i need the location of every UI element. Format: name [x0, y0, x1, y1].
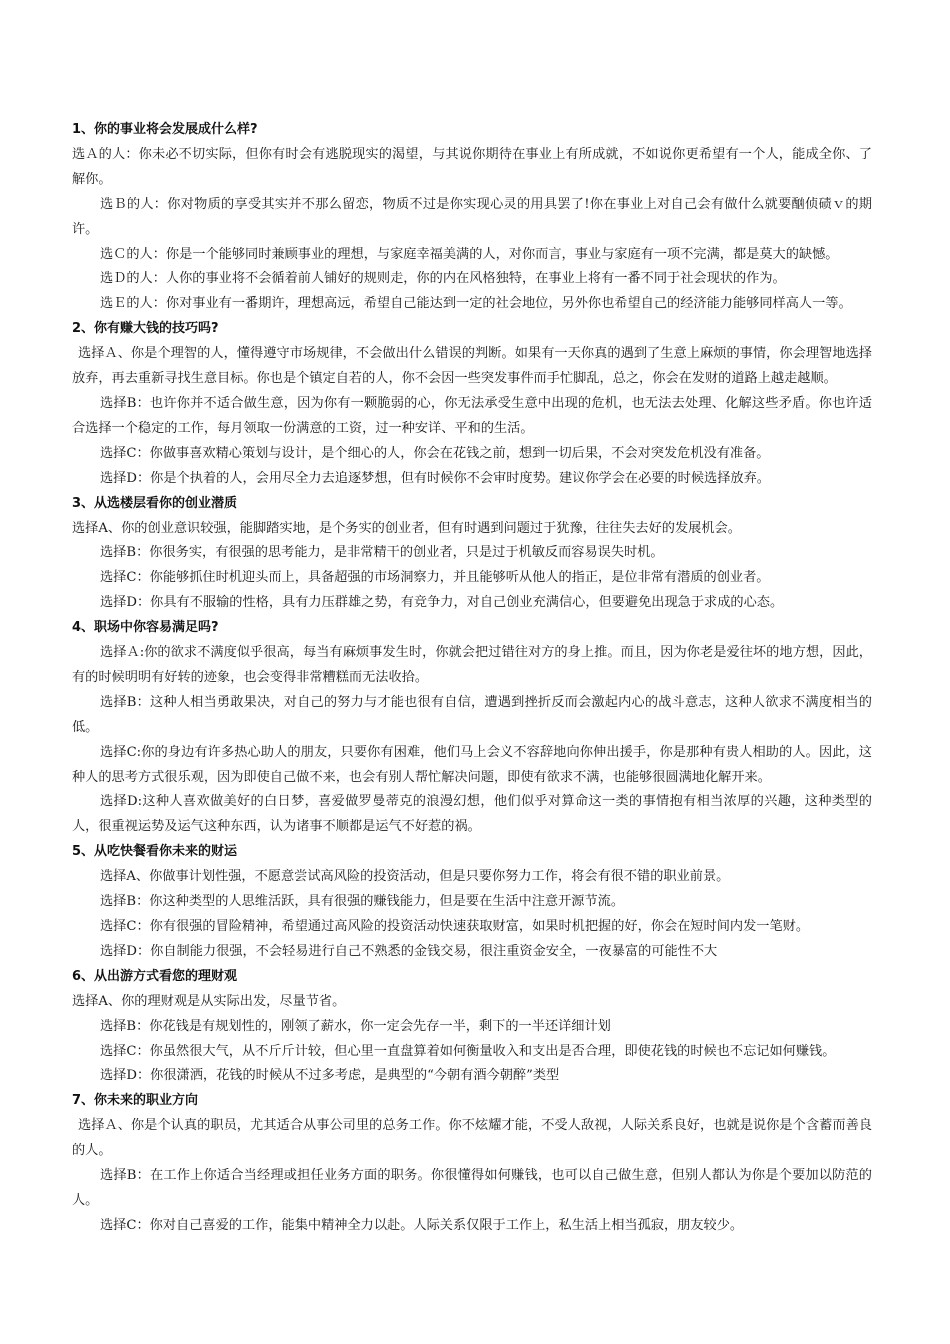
- answer-paragraph: 选Ａ的人：你未必不切实际，但你有时会有逃脱现实的渴望，与其说你期待在事业上有所成就，不如说你更希望有一个人，能成全你、了解你。: [72, 146, 872, 187]
- answer-paragraph: 选Ｄ的人：人你的事业将不会循着前人铺好的规则走，你的内在风格独特，在事业上将有一番不同于社会现状的作为。: [100, 271, 786, 287]
- answer-paragraph: 选择B：你花钱是有规划性的，刚领了薪水，你一定会先存一半，剩下的一半还详细计划: [100, 1018, 611, 1034]
- answer-paragraph: 选择C：你虽然很大气，从不斤斤计较，但心里一直盘算着如何衡量收入和支出是否合理，即使花钱的时候也不忘记如何赚钱。: [100, 1043, 836, 1059]
- section-heading: 7、你未来的职业方向: [72, 1093, 199, 1109]
- answer-paragraph: 选择D：你自制能力很强，不会轻易进行自己不熟悉的金钱交易，很注重资金安全，一夜暴富的可能性不大: [100, 943, 718, 959]
- answer-paragraph: 选择B：在工作上你适合当经理或担任业务方面的职务。你很懂得如何赚钱，也可以自己做生意，但别人都认为你是个要加以防范的人。: [72, 1168, 872, 1208]
- document-body: [72, 118, 872, 1239]
- answer-paragraph: 选择D：你具有不服输的性格，具有力压群雄之势，有竞争力，对自己创业充满信心，但要避免出现急于求成的心态。: [100, 595, 784, 611]
- answer-paragraph: 选择C：你对自己喜爱的工作，能集中精神全力以赴。人际关系仅限于工作上，私生活上相当孤寂，朋友较少。: [100, 1217, 744, 1233]
- section-heading: 3、从选楼层看你的创业潜质: [72, 495, 238, 511]
- answer-paragraph: 选择A、你的创业意识较强，能脚踏实地，是个务实的创业者，但有时遇到问题过于犹豫，往往失去好的发展机会。: [72, 520, 741, 536]
- answer-paragraph: 选择D：你很潇洒，花钱的时候从不过多考虑，是典型的“今朝有酒今朝醉”类型: [100, 1068, 560, 1084]
- answer-paragraph: 选择B：你很务实，有很强的思考能力，是非常精干的创业者，只是过于机敏反而容易误失时机。: [100, 545, 664, 561]
- answer-paragraph: 选Ｂ的人：你对物质的享受其实并不那么留恋，物质不过是你实现心灵的用具罢了!你在事业上对自己会有做什么就要酗侦碛ｖ的期许。: [72, 196, 872, 237]
- section-heading: 2、你有赚大钱的技巧吗?: [72, 321, 219, 337]
- answer-paragraph: 选择D：你是个执着的人，会用尽全力去追逐梦想，但有时候你不会审时度势。建议你学会在必要的时候选择放弃。: [100, 470, 770, 486]
- answer-paragraph: 选择C：你有很强的冒险精神，希望通过高风险的投资活动快速获取财富，如果时机把握的好，你会在短时间内发一笔财。: [100, 919, 810, 934]
- answer-paragraph: 选择B：也许你并不适合做生意，因为你有一颗脆弱的心，你无法承受生意中出现的危机，也无法去处理、化解这些矛盾。你也许适合选择一个稳定的工作，每月领取一份满意的工资，过一种安详、平和的生活。: [72, 395, 872, 436]
- answer-paragraph: 选择Ａ:你的欲求不满度似乎很高，每当有麻烦事发生时，你就会把过错往对方的身上推。而且，因为你老是爱往坏的地方想，因此，有的时候明明有好转的迹象，也会变得非常糟糕而无法收拾。: [72, 645, 872, 685]
- answer-paragraph: 选择B：这种人相当勇敢果决，对自己的努力与才能也很有自信，遭遇到挫折反而会激起内心的战斗意志，这种人欲求不满度相当的低。: [72, 694, 872, 735]
- answer-paragraph: 选Ｅ的人：你对事业有一番期许，理想高远，希望自己能达到一定的社会地位，另外你也希望自己的经济能力能够同样高人一等。: [100, 296, 852, 312]
- answer-paragraph: 选择B：你这种类型的人思维活跃，具有很强的赚钱能力，但是要在生活中注意开源节流。: [100, 894, 624, 910]
- answer-paragraph: 选择C：你做事喜欢精心策划与设计，是个细心的人，你会在花钱之前，想到一切后果，不会对突发危机没有准备。: [100, 445, 770, 461]
- section-heading: 6、从出游方式看您的理财观: [72, 968, 238, 984]
- answer-paragraph: 选Ｃ的人：你是一个能够同时兼顾事业的理想，与家庭幸福美满的人，对你而言，事业与家庭有一项不完满，都是莫大的缺憾。: [100, 246, 839, 262]
- answer-paragraph: 选择Ａ、你是个理智的人，懂得遵守市场规律，不会做出什么错误的判断。如果有一天你真的遇到了生意上麻烦的事情，你会理智地选择放弃，再去重新寻找生意目标。你也是个镇定自若的人，你不会因一些突发事件而手忙脚乱，总之，你会在发财的道路上越走越顺。: [72, 346, 872, 387]
- section-heading: 5、从吃快餐看你未来的财运: [72, 844, 238, 860]
- section-heading: 4、职场中你容易满足吗?: [72, 620, 219, 636]
- answer-paragraph: 选择Ａ、你是个认真的职员，尤其适合从事公司里的总务工作。你不炫耀才能，不受人敌视，人际关系良好，也就是说你是个含蓄而善良的人。: [72, 1118, 872, 1159]
- answer-paragraph: 选择A、你的理财观是从实际出发，尽量节省。: [72, 993, 346, 1009]
- answer-paragraph: 选择A、你做事计划性强，不愿意尝试高风险的投资活动，但是只要你努力工作，将会有很不错的职业前景。: [100, 869, 730, 885]
- answer-paragraph: 选择C：你能够抓住时机迎头而上，具备超强的市场洞察力，并且能够听从他人的指正，是位非常有潜质的创业者。: [100, 570, 770, 586]
- section-heading: 1、你的事业将会发展成什么样?: [72, 122, 258, 137]
- answer-paragraph: 选择C:你的身边有许多热心助人的朋友，只要你有困难，他们马上会义不容辞地向你伸出援手，你是那种有贵人相助的人。因此，这种人的思考方式很乐观，因为即使自己做不来，也会有别人帮忙解决问题，即使有欲求不满，也能够很圆满地化解开来。: [72, 744, 872, 785]
- answer-paragraph: 选择D:这种人喜欢做美好的白日梦，喜爱做罗曼蒂克的浪漫幻想，他们似乎对算命这一类的事情抱有相当浓厚的兴趣，这种类型的人，很重视运势及运气这种东西，认为诸事不顺都是运气不好惹的祸。: [72, 794, 872, 835]
